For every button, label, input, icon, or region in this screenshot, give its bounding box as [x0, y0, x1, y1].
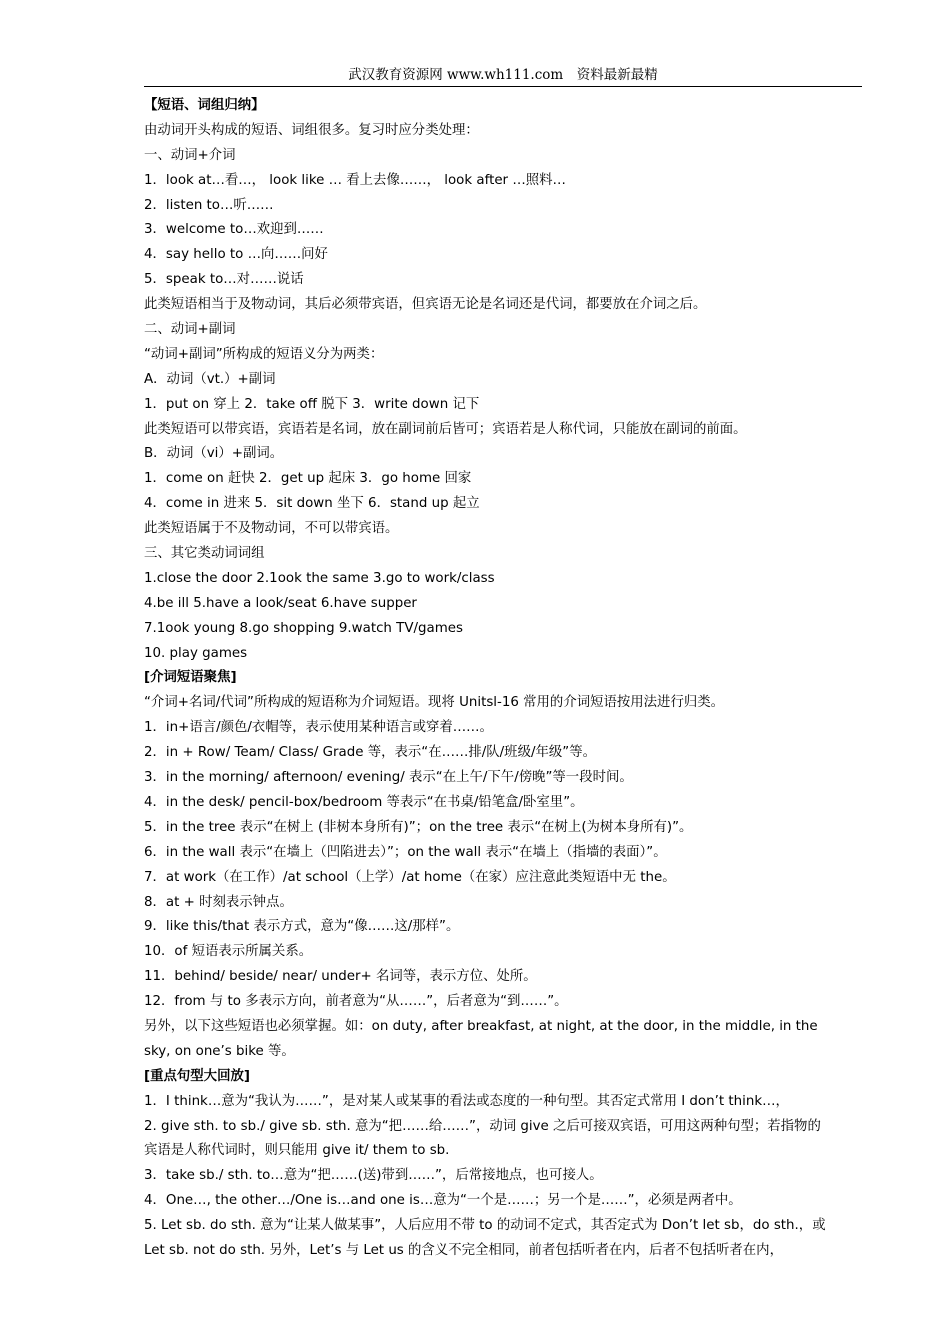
text-line: sky, on one’s bike 等。 — [144, 1043, 295, 1059]
subheading-line: 三、其它类动词词组 — [144, 546, 265, 562]
list-item: 4．say hello to …向……问好 — [144, 247, 328, 263]
section-heading-sentence-patterns: [重点句型大回放] — [144, 1068, 250, 1084]
list-item: 3．in the morning/ afternoon/ evening/ 表示“在上午/下午/傍晚”等一段时间。 — [144, 770, 633, 786]
list-item: 7．at work（在工作）/at school（上学）/at home（在家）应注意此类短语中无 the。 — [144, 869, 676, 885]
page-header: 武汉教育资源网 www.wh111.com 资料最新最精 — [144, 64, 862, 87]
list-item: 2．in + Row/ Team/ Class/ Grade 等，表示“在……排/队/班级/年级”等。 — [144, 745, 596, 761]
text-line: Let sb. not do sth. 另外，Let’s 与 Let us 的含义不完全相同，前者包括听者在内，后者不包括听者在内， — [144, 1242, 783, 1258]
text-line: 此类短语属于不及物动词，不可以带宾语。 — [144, 521, 399, 537]
list-item: 8．at + 时刻表示钟点。 — [144, 894, 293, 910]
list-item: 5．in the tree 表示“在树上 (非树本身所有)”；on the tree 表示“在树上(为树本身所有)”。 — [144, 819, 693, 835]
list-item: 6．in the wall 表示“在墙上（凹陷进去）”；on the wall 表示“在墙上（指墙的表面）”。 — [144, 844, 667, 860]
section-heading-prepositions: [介词短语聚焦] — [144, 670, 237, 686]
list-item: 1．look at…看…， look like … 看上去像……， look after …照料… — [144, 172, 566, 188]
list-item: 1．come on 赶快 2．get up 起床 3．go home 回家 — [144, 471, 472, 487]
list-item: 5. Let sb. do sth. 意为“让某人做某事”，人后应用不带 to 的动词不定式，其否定式为 Don’t let sb，do sth.，或 — [144, 1218, 826, 1234]
list-item: 12．from 与 to 多表示方向，前者意为“从……”，后者意为“到……”。 — [144, 994, 568, 1010]
list-item: 5．speak to…对……说话 — [144, 272, 304, 288]
subheading-line: B．动词（vi）+副词。 — [144, 446, 284, 462]
list-item: 9．like this/that 表示方式，意为“像……这/那样”。 — [144, 919, 460, 935]
list-item: 4．come in 进来 5．sit down 坐下 6．stand up 起立 — [144, 496, 480, 512]
list-item: 1．in+语言/颜色/衣帽等，表示使用某种语言或穿着……。 — [144, 720, 493, 736]
subheading-line: 二、动词+副词 — [144, 322, 236, 338]
list-item: 3．welcome to…欢迎到…… — [144, 222, 324, 238]
list-item: 1.close the door 2.1ook the same 3.go to work/class — [144, 570, 495, 586]
subheading-line: A．动词（vt.）+副词 — [144, 371, 276, 387]
text-line: 此类短语相当于及物动词，其后必须带宾语，但宾语无论是名词还是代词，都要放在介词之后。 — [144, 297, 707, 313]
text-line: 另外，以下这些短语也必须掌握。如：on duty, after breakfast, at night, at the door, in the middle, in the — [144, 1018, 818, 1034]
list-item: 4.be ill 5.have a look/seat 6.have supper — [144, 595, 417, 611]
section-heading-phrases: 【短语、词组归纳】 — [144, 98, 265, 113]
list-item: 7.1ook young 8.go shopping 9.watch TV/games — [144, 620, 463, 636]
list-item: 1．put on 穿上 2．take off 脱下 3．write down 记下 — [144, 396, 480, 412]
list-item: 4．in the desk/ pencil-box/bedroom 等表示“在书桌/铅笔盒/卧室里”。 — [144, 794, 584, 810]
subheading-line: 一、动词+介词 — [144, 147, 236, 163]
list-item: 10. play games — [144, 645, 248, 661]
text-line: 由动词开头构成的短语、词组很多。复习时应分类处理： — [144, 122, 479, 138]
list-item: 11．behind/ beside/ near/ under+ 名词等，表示方位、处所。 — [144, 969, 537, 985]
list-item: 4．One…, the other…/One is…and one is…意为“一个是……；另一个是……”，必须是两者中。 — [144, 1193, 742, 1209]
list-item: 2. give sth. to sb./ give sb. sth. 意为“把……给……”，动词 give 之后可接双宾语，可用这两种句型；若指物的 — [144, 1118, 821, 1134]
list-item: 2．listen to…听…… — [144, 197, 274, 213]
list-item: 3．take sb./ sth. to…意为“把……(送)带到……”，后常接地点，也可接人。 — [144, 1168, 603, 1184]
document-body — [144, 94, 864, 1264]
text-line: “介词+名词/代词”所构成的短语称为介词短语。现将 Unitsl-16 常用的介词短语按用法进行归类。 — [144, 695, 725, 711]
list-item: 10．of 短语表示所属关系。 — [144, 944, 313, 960]
text-line: 宾语是人称代词时，则只能用 give it/ them to sb. — [144, 1143, 450, 1159]
text-line: 此类短语可以带宾语，宾语若是名词，放在副词前后皆可；宾语若是人称代词，只能放在副词的前面。 — [144, 421, 747, 437]
list-item: 1．I think…意为“我认为……”，是对某人或某事的看法或态度的一种句型。其否定式常用 I don’t think…， — [144, 1093, 789, 1109]
text-line: “动词+副词”所构成的短语义分为两类： — [144, 346, 384, 362]
